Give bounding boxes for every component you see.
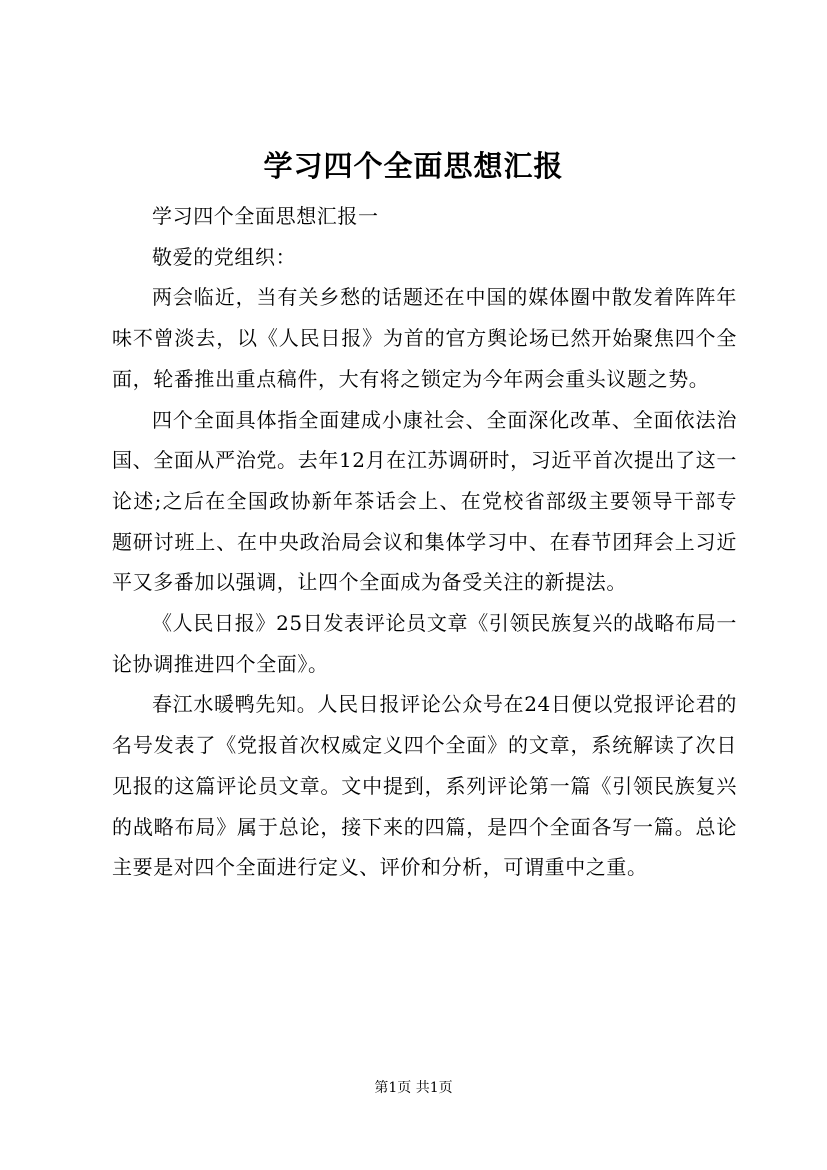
paragraph-salutation: 敬爱的党组织：	[152, 244, 297, 269]
document-body	[112, 196, 737, 888]
paragraph: 两会临近，当有关乡愁的话题还在中国的媒体圈中散发着阵阵年味不曾淡去，以《人民日报》为首的官方舆论场已然开始聚焦四个全面，轮番推出重点稿件，大有将之锁定为今年两会重头议题之势。	[112, 285, 737, 391]
paragraph: 春江水暖鸭先知。人民日报评论公众号在24日便以党报评论君的名号发表了《党报首次权威定义四个全面》的文章，系统解读了次日见报的这篇评论员文章。文中提到，系列评论第一篇《引领民族复兴的战略布局》属于总论，接下来的四篇，是四个全面各写一篇。总论主要是对四个全面进行定义、评价和分析，可谓重中之重。	[112, 692, 737, 880]
document-title: 学习四个全面思想汇报	[263, 149, 564, 183]
paragraph: 四个全面具体指全面建成小康社会、全面深化改革、全面依法治国、全面从严治党。去年12月在江苏调研时，习近平首次提出了这一论述;之后在全国政协新年茶话会上、在党校省部级主要领导干部专题研讨班上、在中央政治局会议和集体学习中、在春节团拜会上习近平又多番加以强调，让四个全面成为备受关注的新提法。	[112, 407, 737, 595]
page-footer: 第1页 共1页	[374, 1080, 453, 1096]
paragraph: 《人民日报》25日发表评论员文章《引领民族复兴的战略布局一论协调推进四个全面》。	[112, 611, 737, 676]
paragraph-heading: 学习四个全面思想汇报一	[152, 204, 379, 228]
